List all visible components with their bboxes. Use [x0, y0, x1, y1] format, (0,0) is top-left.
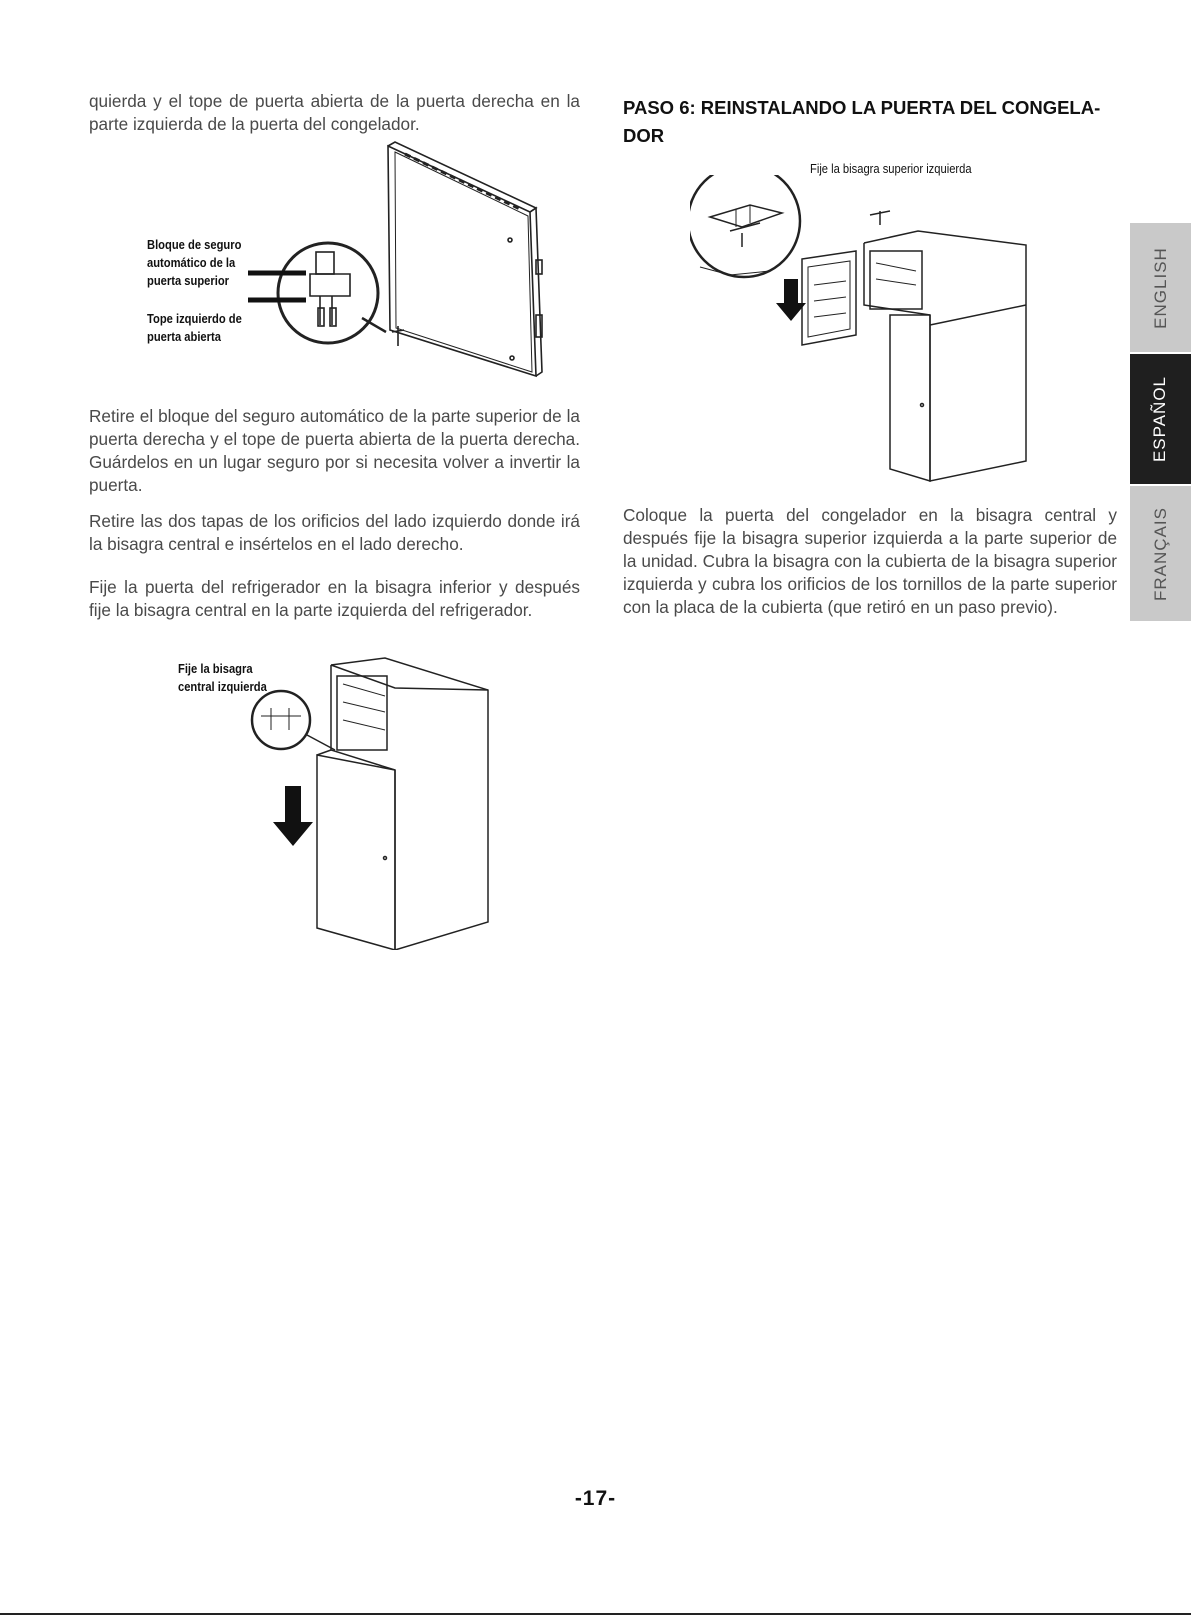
intro-paragraph: quierda y el tope de puerta abierta de la puerta derecha en la parte izquierda de la puerta del congelador. [89, 91, 580, 134]
reinstall-freezer-paragraph: Coloque la puerta del congelador en la bisagra central y después fije la bisagra superior izquierda a la parte superior de la unidad. Cubra la bisagra con la cubierta de la bisagra superior izquierda y cubra los orificios de los tornillos de la parte superior con la placa de la cubierta (que retiró en un paso previo). [623, 505, 1117, 617]
tab-espanol-label: ESPAÑOL [1150, 375, 1170, 463]
top-hinge-label: Fije la bisagra superior izquierda [810, 161, 972, 176]
footer-divider [0, 1613, 1191, 1615]
fix-door-paragraph: Fije la puerta del refrigerador en la bisagra inferior y después fije la bisagra central en la parte izquierda del refrigerador. [89, 577, 580, 620]
step-6-heading: PASO 6: REINSTALANDO LA PUERTA DEL CONGELA-DOR [623, 97, 1101, 146]
tab-english[interactable] [1130, 223, 1191, 352]
door-parts-illustration [240, 140, 570, 390]
top-hinge-illustration [690, 175, 1050, 485]
tab-english-label: ENGLISH [1150, 246, 1170, 329]
central-hinge-label: Fije la bisagra central izquierda [178, 661, 267, 694]
tab-espanol[interactable] [1130, 354, 1191, 484]
lock-block-label: Bloque de seguro automático de la puerta superior [147, 237, 242, 288]
tab-francais[interactable] [1130, 486, 1191, 621]
remove-lock-paragraph: Retire el bloque del seguro automático de la parte superior de la puerta derecha y el tope de puerta abierta de la puerta derecha. Guárdelos en un lugar seguro por si necesita volver a invertir la puerta. [89, 406, 580, 495]
page-number: -17- [574, 1487, 617, 1510]
door-stop-label: Tope izquierdo de puerta abierta [147, 311, 242, 344]
tab-francais-label: FRANÇAIS [1150, 506, 1170, 601]
remove-caps-paragraph: Retire las dos tapas de los orificios del lado izquierdo donde irá la bisagra central e insértelos en el lado derecho. [89, 511, 580, 554]
